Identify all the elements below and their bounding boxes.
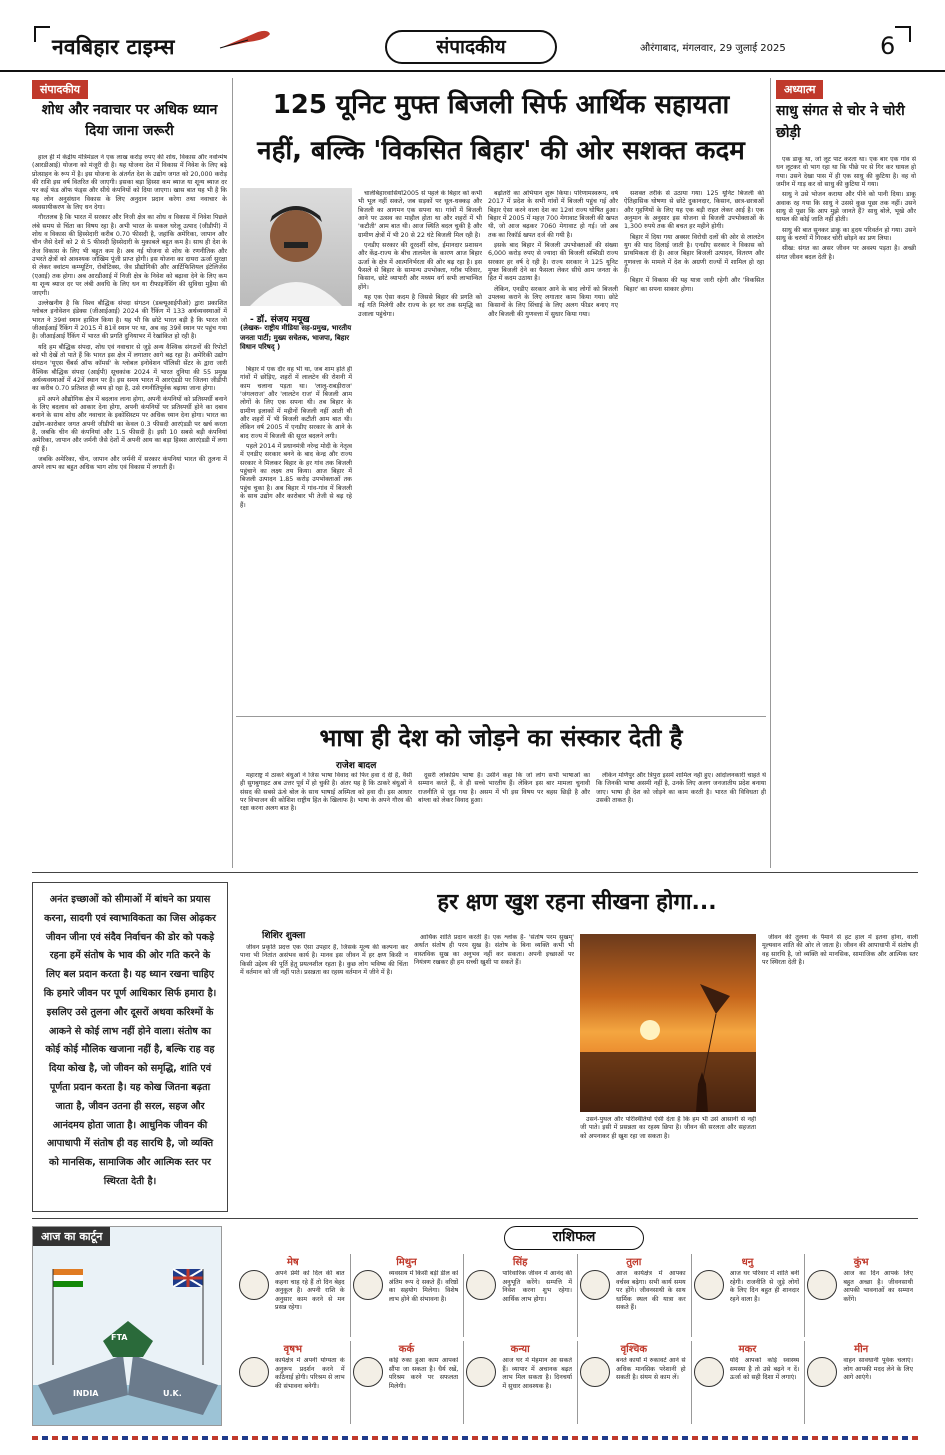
adhyatma-headline: साधु संगत से चोर ने चोरी छोड़ी bbox=[776, 103, 905, 141]
rashi-text: बनते कार्यों में रुकावटें आने से अधिक मानसिक परेशानी हो सकती है। संयम से काम लें। bbox=[616, 1357, 686, 1381]
column-rule bbox=[350, 1254, 351, 1337]
feature-body-col4 bbox=[762, 934, 918, 1212]
rashi-text: व्यवसाय में किसी बड़ी डील को अंतिम रूप दे सकते हैं। वरिष्ठों का सहयोग मिलेगा। विशेष लाभ होने की संभावना है। bbox=[388, 1270, 459, 1303]
zodiac-icon bbox=[694, 1357, 724, 1387]
color-bar bbox=[32, 1436, 918, 1440]
paragraph: बिहार में विकास की यह यात्रा जारी रहेगी और 'विकसित बिहार' का सपना साकार होगा। bbox=[624, 277, 764, 293]
rashi-name: कुंभ bbox=[853, 1257, 869, 1268]
rashi-text: आज घर में मेहमान आ सकते हैं। व्यापार में अचानक बढ़त लाभ मिल सकता है। दिनचर्या में सुधार आवश्यक है। bbox=[502, 1357, 572, 1390]
zodiac-icon bbox=[353, 1357, 383, 1387]
paragraph: साधु ने उसे भोजन कराया और पीने को पानी दिया। डाकू अवाक रह गया कि साधु ने उससे कुछ पूछा तक नहीं। उसने साधु से पूछा कि आप मुझे जानते हैं? साधु बोले, भूखे और घायल की कोई जाति नहीं होती। bbox=[776, 191, 916, 224]
paragraph: बिहार में एक दौर वह भी था, जब शाम होते ही गांवों में छोड़िए, शहरों में लालटेन की रोशनी में काम चलाना पड़ता था। 'लालू-राबड़ीराज' 'जंगलराज' और 'लालटेन राज' में बिजली आम लोगों के लिए एक सपना थी। तब बिहार के ग्रामीण इलाकों में महीनों बिजली नहीं आती थी और शहरों में भी बिजली कटौती आम बात थी। लेकिन वर्ष 2005 में एनडीए सरकार के आने के बाद राज्य में बिजली की सूरत बदलने लगी। bbox=[240, 366, 352, 440]
editorial-tag: संपादकीय bbox=[32, 80, 88, 99]
column-rule bbox=[691, 1254, 692, 1337]
feature-body-col3 bbox=[580, 1116, 756, 1212]
rashi-text: आज घर परिवार में शांति बनी रहेगी। राजनीति से जुड़े लोगों के लिए दिन बहुत ही शानदार रहने वाला है। bbox=[729, 1270, 800, 1303]
quote-box: अनंत इच्छाओं को सीमाओं में बांधने का प्रयास करना, सादगी एवं स्वाभाविकता का जिस ओढ़कर जीवन जीना एवं संदैव निर्वाचन की डोर को पकड़े रहना हमें संतोष के भाव की ओर गति करने के लिए बल प्रदान करता है। यह ध्यान रखना चाहिए कि हमारे जीवन पर पूर्ण आधिकार सिर्फ हमारा है। इसलिए उसे तुलना और दूसरों अथवा करिश्मों के आकने से कोई लाभ नहीं होने वाला। संतोष का कोई कोई मौलिक खजाना नहीं है, बल्कि राह वह दिया कोख है, जो जीवन को समृद्धि, शांति एवं पूर्णता प्रदान करता है। यह कोख जितना बढ़ता जाता है, जीवन उतना ही सरल, सहज और आनंदमय होता जाता है। आधुनिक जीवन की आपाधापी में संतोष ही वह सारथि है, जो व्यक्ति को मानसिक, सामाजिक और आत्मिक स्तर पर स्थिरता देती है। bbox=[32, 882, 228, 1212]
paragraph: बिहार में दिया गया अक्सर विरोधी दलों की ओर से लालटेन युग की याद दिलाई जाती है। एनडीए सरकार ने विकास को प्राथमिकता दी है। आज बिहार बिजली उत्पादन, वितरण और गुणवत्ता के मामले में देश के अग्रणी राज्यों में शामिल हो रहा है। bbox=[624, 233, 764, 275]
section-title: संपादकीय bbox=[385, 30, 557, 64]
cartoon-label-uk: U.K. bbox=[163, 1389, 182, 1398]
language-body-col2 bbox=[418, 772, 590, 867]
zodiac-icon bbox=[694, 1270, 724, 1300]
language-headline: भाषा ही देश को जोड़ने का संस्कार देती है bbox=[319, 724, 683, 752]
rashi-cell bbox=[239, 1341, 347, 1424]
zodiac-icon bbox=[807, 1357, 837, 1387]
lead-headline-line2: नहीं, बल्कि 'विकसित बिहार' की ओर सशक्त कदम bbox=[257, 136, 745, 166]
cartoon-tag: आज का कार्टून bbox=[33, 1227, 110, 1246]
rashi-name: मेष bbox=[286, 1257, 299, 1268]
zodiac-icon bbox=[807, 1270, 837, 1300]
paragraph: लेकिन मणिपुर और त्रिपुरा इसमें शामिल नहीं हुए। आंदोलनकारी चाहते थे कि जिनकी भाषा असमी नहीं है, उनके लिए अलग जनजातीय प्रदेश बनाया जाए। भाषा ही देश को जोड़ने का काम करती है। भारत की विविधता ही उसकी ताकत है। bbox=[596, 772, 766, 805]
lead-body-col1 bbox=[240, 366, 352, 711]
zodiac-icon bbox=[353, 1270, 383, 1300]
rashi-cell bbox=[580, 1341, 688, 1424]
quill-icon bbox=[218, 28, 272, 50]
corner-mark bbox=[895, 26, 911, 42]
paragraph: चालेबिहारवासियों2005 से पहले के बिहार को कभी भी भूल नहीं सकते, जब सड़कों पर धूल-धक्कड़ और बिजली का आगमन एक सपना था। गांवों में बिजली आने पर उत्सव का माहौल होता था और शहरों में भी 'कटौती' आम बात थी। आज स्थिति बदल चुकी है और ग्रामीण क्षेत्रों में भी 20 से 22 घंटे बिजली मिल रही है। bbox=[358, 190, 482, 239]
rashi-cell bbox=[353, 1341, 461, 1424]
page-number: 6 bbox=[880, 32, 896, 60]
paragraph: हमें अपने औद्योगिक क्षेत्र में बदलाव लाना होगा, अपनी कंपनियों को प्रतिस्पर्धी बनाने के लिए बदलाव को आकार देना होगा, अपनी कंपनियों पर प्रतिस्पर्धी होने का दबाव बनाने के साथ शोध और नवाचार के इकोसिस्टम पर अधिक ध्यान देना होगा। भारत का उद्योग-कारोबार जगत अपनी जीडीपी का केवल 0.3 फीसदी आरएंडडी पर खर्च करता है, जबकि चीन की कंपनियां और 1.5 फीसदी है। इसी 10 सबसे बड़ी कंपनियां अमेरिका, जापान और जर्मनी जैसे देशों में अपनी आय का बड़ा हिस्सा आरएंडडी में लगा रही हैं। bbox=[32, 395, 227, 453]
lead-headline-line1: 125 यूनिट मुफ्त बिजली सिर्फ आर्थिक सहायता bbox=[272, 90, 730, 120]
paragraph: लेकिन, एनडीए सरकार आने के बाद लोगों को बिजली उपलब्ध कराने के लिए लगातार काम किया गया। छोटे किसानों के लिए सिंचाई के लिए अलग फीडर बनाए गए और बिजली की गुणवत्ता में सुधार किया गया। bbox=[488, 285, 618, 318]
column-rule bbox=[463, 1341, 464, 1424]
rashi-name: कन्या bbox=[510, 1344, 530, 1355]
dateline: औरंगाबाद, मंगलवार, 29 जुलाई 2025 bbox=[640, 43, 786, 54]
paragraph: गौरतलब है कि भारत में सरकार और निजी क्षेत्र का शोध व विकास में निवेश पिछले लंबे समय से चिंता का विषय रहा है। अभी भारत के सकल घरेलू उत्पाद (जीडीपी) में शोध व विकास की हिस्सेदारी करीब 0.70 फीसदी है, जहांकि अमेरिका, जापान और चीन जैसे देशों को 2 से 5 फीसदी हिस्सेदारी के मुकाबले बहुत कम है। साथ ही देश के तेज विकास के लिए भी बहुत कम है। अब नई योजना से शोध के रणनीतिक और उभरते क्षेत्रों को आवश्यक जोखिम पूंजी प्राप्त होगी। इस योजना का दायरा ऊर्जा सुरक्षा से लेकर क्वांटम कम्प्यूटिंग, रोबोटिक्स, जैव प्रौद्योगिकी और आर्टिफिशियल इंटेलिजेंस (एआई) तक होगा। अब आरडीआई में निजी क्षेत्र के निवेश को बढ़ावा देने के लिए कम या शून्य ब्याज दर पर लंबी अवधि के लिए धन या रीफाइनेंसिंग की सुविधा मुहैया की जाएगी। bbox=[32, 214, 227, 297]
author-name: - डॉ. संजय मयूख bbox=[250, 315, 310, 325]
rashi-cell bbox=[466, 1254, 574, 1337]
rashi-cell bbox=[580, 1254, 688, 1337]
rashi-cell bbox=[694, 1254, 802, 1337]
rashi-name: सिंह bbox=[512, 1257, 528, 1268]
language-author: राजेश बादल bbox=[336, 761, 377, 771]
paragraph: एनडीए सरकार की दूरदर्शी सोच, ईमानदार प्रशासन और केंद्र-राज्य के बीच तालमेल के कारण आज बिहार ऊर्जा के क्षेत्र में आत्मनिर्भरता की ओर बढ़ रहा है। इस फैसले से बिहार के सामान्य उपभोक्ता, गरीब परिवार, किसान, छोटे व्यापारी और मध्यम वर्ग सभी लाभान्वित होंगे। bbox=[358, 242, 482, 291]
paragraph: यदि हम बौद्धिक संपदा, शोध एवं नवाचार से जुड़े अन्य वैश्विक संगठनों की रिपोर्टों को भी देखें तो पाते हैं कि भारत इस क्षेत्र में लगातार आगे बढ़ रहा है। अमेरिकी उद्योग संगठन 'यूएस चैंबर्स ऑफ कॉमर्स' के ग्लोबल इनोवेशन पॉलिसी सेंटर के द्वारा जारी वैश्विक बौद्धिक संपदा (आईपी) सूचकांक 2024 में भारत दुनिया की 55 प्रमुख अर्थव्यवस्थाओं में 42वें स्थान पर है। इस समय भारत में आरएंडडी पर जितना जीडीपी का करीब 0.70 प्रतिशत ही व्यय हो रहा है, उसे रणनीतिपूर्वक बढ़ाया जाना होगा। bbox=[32, 343, 227, 393]
paragraph: पहले 2014 में प्रधानमंत्री नरेन्द्र मोदी के नेतृत्व में एनडीए सरकार बनने के बाद केन्द्र और राज्य सरकार ने मिलकर बिहार के हर गांव तक बिजली पहुंचाने का लक्ष्य तय किया। आज बिहार में बिजली उत्पादन 1.85 करोड़ उपभोक्ताओं तक पहुंच चुका है। अब बिहार में गांव-गांव में बिजली के साथ उद्योग और कारोबार भी तेजी से बढ़ रहे हैं। bbox=[240, 443, 352, 509]
editorial-body bbox=[32, 154, 227, 862]
paragraph: हाल ही में केंद्रीय मंत्रिमंडल ने एक लाख करोड़ रुपए की शोध, विकास और नवोन्मेष (आरडीआई) योजना को मंजूरी दी है। यह योजना देश में विकास में निवेश के लिए बढ़े प्रोत्साहन के रूप में है। इस योजना के अंतर्गत देश के उद्योग जगत को 20,000 करोड़ की राशि इस वर्ष वितरित की जाएगी। इसका बड़ा हिस्सा कम ब्याज या शून्य ब्याज दर पर कई फंड ऑफ फंड्स और सीधे कंपनियों को दिया जाएगा। खास बात यह भी है कि यह लोन अनुसंधान विकास के लिए अनुदान प्रदान करेगा तथा नवाचार के व्यवसायीकरण के लिए धन देगा। bbox=[32, 154, 227, 212]
rashi-text: कार्यक्षेत्र में अपनी योग्यता के अनुरूप प्रदर्शन करने में कठिनाई होगी। परिश्रम से लाभ की संभावना बनेगी। bbox=[275, 1357, 345, 1390]
adhyatma-tag: अध्यात्म bbox=[776, 80, 823, 99]
rashi-cell bbox=[807, 1341, 915, 1424]
paragraph: उसने-पुथल और परिस्थितियों ऐसी देता है कि हम भी उसे आसानी से नहीं जी पाते। इसी में प्रसन्नता का रहस्य छिपा है। जीवन की सरलता और सहजता को अपनाकर ही खुश रहा जा सकता है। bbox=[580, 1116, 756, 1140]
masthead bbox=[0, 0, 945, 72]
rashifal-grid bbox=[236, 1254, 918, 1428]
rashi-name: मिथुन bbox=[396, 1257, 417, 1268]
rashi-name: तुला bbox=[626, 1257, 642, 1268]
zodiac-icon bbox=[580, 1270, 610, 1300]
newspaper-name: नवबिहार टाइम्स bbox=[52, 35, 175, 59]
lead-headline bbox=[236, 82, 766, 174]
corner-mark bbox=[34, 26, 50, 42]
column-rule bbox=[463, 1254, 464, 1337]
zodiac-icon bbox=[466, 1270, 496, 1300]
author-description: (लेखक- राष्ट्रीय मीडिया सह-प्रमुख, भारतीय जनता पार्टी; मुख्य सचेतक, भाजपा, बिहार विधान परिषद् ) bbox=[240, 324, 352, 351]
rashi-text: यदि आपको कोई स्वास्थ्य समस्या है तो उसे बढ़ने न दें। ऊर्जा को सही दिशा में लगाएं। bbox=[729, 1357, 800, 1381]
section-rule bbox=[32, 1218, 918, 1219]
paragraph: दूसरी लोकप्रिय भाषा है। उसीने कहा कि जो लोग सभी भाषाओं का सम्मान करते हैं, वे ही सच्चे भारतीय हैं। लेकिन इस बार मामला चुनावी राजनीति से जुड़ गया है। असम में भी इस विषय पर बहस छिड़ी है और बांग्ला को लेकर विवाद हुआ। bbox=[418, 772, 590, 805]
rashi-cell bbox=[353, 1254, 461, 1337]
rashi-name: वृषभ bbox=[283, 1344, 303, 1355]
rashi-name: कर्क bbox=[398, 1344, 415, 1355]
rashi-cell bbox=[239, 1254, 347, 1337]
rashi-text: आज का दिन आपके लिए बहुत अच्छा है। जीवनसाथी आपकी भावनाओं का सम्मान करेंगे। bbox=[843, 1270, 913, 1303]
rashi-cell bbox=[807, 1254, 915, 1337]
paragraph: इसके बाद बिहार में बिजली उपभोक्ताओं की संख्या 6,000 करोड़ रुपए से ज्यादा की बिजली सब्सिडी राज्य सरकार हर वर्ष दे रही है। राज्य सरकार ने 125 यूनिट मुफ्त बिजली देने का फैसला लेकर सीधे आम जनता के हित में कदम उठाया है। bbox=[488, 242, 618, 283]
sunset-photo bbox=[580, 934, 756, 1112]
column-rule bbox=[691, 1341, 692, 1424]
column-rule bbox=[804, 1254, 805, 1337]
rashi-name: वृश्चिक bbox=[620, 1344, 648, 1355]
paragraph: साधु की बात सुनकर डाकू का हृदय परिवर्तन हो गया। उसने साधु के चरणों में गिरकर चोरी छोड़ने का प्रण लिया। bbox=[776, 226, 916, 243]
paragraph: उल्लेखनीय है कि विश्व बौद्धिक संपदा संगठन (डब्ल्यूआईपीओ) द्वारा प्रकाशित ग्लोबल इनोवेशन इंडेक्स (जीआईआई) 2024 की रैंकिंग में 133 अर्थव्यवस्थाओं में भारत ने 39वां स्थान हासिल किया है। यह भी कि छोटे भारत बड़ी है कि भारत जो जीआईआई रैंकिंग में 2015 में 81वें स्थान पर था, अब वह 39वें स्थान पर पहुंच गया है। जीआईआई रैंकिंग में भारत की प्रगति दुनियाभर में रेखांकित हो रही है। bbox=[32, 299, 227, 341]
zodiac-icon bbox=[580, 1357, 610, 1387]
lead-body-col2 bbox=[358, 190, 482, 710]
column-rule bbox=[232, 78, 233, 868]
zodiac-icon bbox=[239, 1270, 269, 1300]
column-rule bbox=[770, 78, 771, 868]
feature-body-col2 bbox=[414, 934, 574, 1212]
rashi-cell bbox=[694, 1341, 802, 1424]
language-body-col3 bbox=[596, 772, 766, 867]
language-body-col1 bbox=[240, 772, 412, 867]
zodiac-icon bbox=[239, 1357, 269, 1387]
paragraph: सीख: संगत का असर जीवन पर अवश्य पड़ता है। अच्छी संगत जीवन बदल देती है। bbox=[776, 245, 916, 261]
column-rule bbox=[350, 1341, 351, 1424]
rashi-text: आज कार्यक्षेत्र में आपका वर्चस्व बढ़ेगा। सभी कार्य समय पर होंगे। जीवनसाथी के साथ धार्मिक स्थल की यात्रा कर सकते हैं। bbox=[616, 1270, 686, 1311]
paragraph: महाराष्ट्र में ठाकरे बंधुओं ने जिस भाषा विवाद को फिर हवा दे दी है, वैसी ही सुगबुगाहट अब उत्तर पूर्व में हो चुकी है। अंतर यह है कि ठाकरे बंधुओं ने संसद की सबसे ऊंचे बोल के साथ भाषाई अस्मिता को हवा दी। इस आधार पर विभाजन की कोशिश राष्ट्रीय हित के खिलाफ है। भाषा के अपने गौरव की रक्षा करना अलग बात है। bbox=[240, 772, 412, 813]
rashi-name: मकर bbox=[738, 1344, 757, 1355]
author-photo bbox=[240, 188, 352, 306]
column-rule bbox=[577, 1254, 578, 1337]
rashi-name: मीन bbox=[854, 1344, 869, 1355]
column-rule bbox=[804, 1341, 805, 1424]
zodiac-icon bbox=[466, 1357, 496, 1387]
cartoon-panel bbox=[32, 1226, 222, 1426]
lead-body-col3 bbox=[488, 190, 618, 710]
rashi-text: कोई रुका हुआ काम आपको सौंपा जा सकता है। धैर्य रखें, परिश्रम करने पर सफलता मिलेगी। bbox=[388, 1357, 459, 1390]
rashi-text: वाहन सावधानी पूर्वक चलाएं। लोग आपकी मदद लेने के लिए आगे आएंगे। bbox=[843, 1357, 913, 1381]
paragraph: जीवन प्रकृति प्रदत्त एक ऐसा उपहार है, जिसके मूल्य की कल्पना कर पाना भी नितांत असंभव कार्य है। मानव इस जीवन में हर क्षण किसी न किसी उद्देश्य की पूर्ति हेतु प्रयत्नशील रहता है। कुछ लोग भविष्य की चिंता में वर्तमान को जी नहीं पाते। प्रसन्नता का रहस्य वर्तमान में जीने में है। bbox=[240, 944, 408, 977]
rashi-cell bbox=[466, 1341, 574, 1424]
column-rule bbox=[577, 1341, 578, 1424]
rashi-text: अपने प्रेमी को दिल की बात कहना चाह रहे हैं तो दिन बेहद अनुकूल है। अपनी राशि के अनुसार काम करने से मन प्रसन्न रहेगा। bbox=[275, 1270, 345, 1311]
feature-headline: हर क्षण खुश रहना सीखना होगा... bbox=[437, 890, 717, 915]
paragraph: जीवन की तुलना के पैमाने से हट हाल में इतना होना, वाली मूल्यवान शांति की ओर ले जाता है। जीवन की आपाधापी में संतोष ही वह सारथि है, जो व्यक्ति को मानसिक, सामाजिक और आत्मिक स्तर पर स्थिरता देती है। bbox=[762, 934, 918, 967]
rashi-name: धनु bbox=[741, 1257, 754, 1268]
cartoon-label-fta: FTA bbox=[111, 1333, 128, 1342]
feature-body-col1 bbox=[240, 944, 408, 1212]
feature-author: शिशिर शुक्ला bbox=[262, 931, 306, 941]
paragraph: एक डाकू था, जो लूट पाट करता था। एक बार एक गांव से धन लूटकर वो भाग रहा था कि पीछे पर से गिर कर घायल हो गया। उसने देखा पास में ही एक साधु की कुटिया है। वह वो जमीन में गाड़ कर वो साधु की कुटिया में गया। bbox=[776, 156, 916, 189]
cartoon-label-india: INDIA bbox=[73, 1389, 99, 1398]
paragraph: सशक्त तरीके से उठाया गया। 125 यूनिट बिजली की ऐतिहासिक घोषणा से छोटे दुकानदार, किसान, छात्र-छात्राओं और गृहणियों के लिए यह एक बड़ी राहत लेकर आई है। एक अनुमान के अनुसार इस योजना से बिजली उपभोक्ताओं के 1,300 रुपये तक की बचत हर महीने होगी। bbox=[624, 190, 764, 231]
paragraph: आर्थिक शांति प्रदान करती है। एक श्लोक है- 'संतोष परम सुखम्' अर्थात संतोष ही परम सुख है। संतोष के बिना व्यक्ति कभी भी वास्तविक सुख का अनुभव नहीं कर सकता। अपनी इच्छाओं पर नियंत्रण रखकर ही हम सच्ची खुशी पा सकते हैं। bbox=[414, 934, 574, 967]
rashifal-title: राशिफल bbox=[504, 1226, 644, 1250]
paragraph: जबकि अमेरिका, चीन, जापान और जर्मनी में सरकार कंपनियां भारत की तुलना में अपने लाभ का बहुत अधिक भाग शोध एवं विकास में लगाती हैं। bbox=[32, 456, 227, 472]
paragraph: यह एक ऐसा कदम है जिससे बिहार की प्रगति को नई गति मिलेगी और राज्य के हर घर तक समृद्धि का उजाला पहुंचेगा। bbox=[358, 294, 482, 318]
paragraph: बढ़ोतरी का अभियान शुरू किया। परिणामस्वरूप, वर्ष 2017 में प्रदेश के सभी गांवों में बिजली पहुंच गई और बिहार ऐसा करने वाला देश का 12वां राज्य घोषित हुआ। बिहार में 2005 में महज़ 700 मेगावाट बिजली की खपत थी, जो आज बढ़कर 7060 मेगावाट हो गई। जो अब तक का रिकॉर्ड खपत दर्ज की गयी है। bbox=[488, 190, 618, 239]
section-rule bbox=[236, 716, 766, 717]
section-rule bbox=[32, 872, 918, 873]
adhyatma-body bbox=[776, 156, 916, 862]
editorial-headline: शोध और नवाचार पर अधिक ध्यान दिया जाना जरूरी bbox=[41, 102, 218, 139]
rashi-text: पारिवारिक जीवन में आनंद की अनुभूति करेंगे। सम्पत्ति में निवेश करना शुभ रहेगा। आर्थिक लाभ होगा। bbox=[502, 1270, 572, 1303]
lead-body-col4 bbox=[624, 190, 764, 710]
